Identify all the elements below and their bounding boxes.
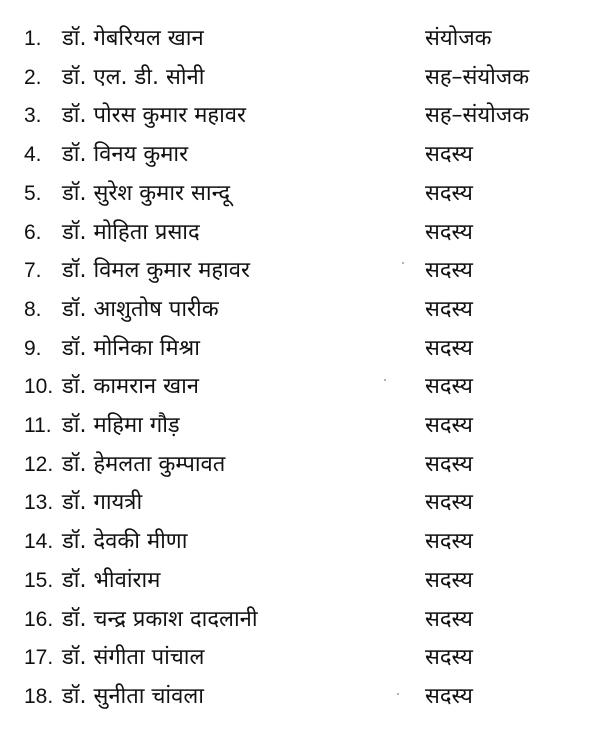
member-role: सदस्य xyxy=(425,451,473,477)
member-role: सदस्य xyxy=(425,296,473,322)
member-number: 8. xyxy=(24,297,42,321)
list-item xyxy=(0,330,598,368)
member-number: 9. xyxy=(24,336,42,360)
scan-speck xyxy=(384,379,386,381)
list-item xyxy=(0,678,598,716)
member-name: डॉ. सुनीता चांवला xyxy=(62,683,204,709)
member-number: 14. xyxy=(24,530,54,554)
list-item xyxy=(0,252,598,290)
member-number: 1. xyxy=(24,27,42,50)
list-item xyxy=(0,175,598,213)
list-item xyxy=(0,601,598,639)
member-number: 4. xyxy=(24,143,42,167)
member-number: 5. xyxy=(24,181,42,205)
member-number: 17. xyxy=(24,646,54,670)
member-number: 3. xyxy=(24,104,42,128)
member-role: संयोजक xyxy=(425,26,492,51)
list-item xyxy=(0,136,598,174)
member-number: 15. xyxy=(24,568,54,592)
member-name: डॉ. पोरस कुमार महावर xyxy=(62,103,247,129)
member-name: डॉ. भीवांराम xyxy=(62,567,161,593)
list-item xyxy=(0,97,598,135)
member-role: सदस्य xyxy=(425,374,473,400)
list-item xyxy=(0,291,598,329)
member-name: डॉ. आशुतोष पारीक xyxy=(62,296,219,322)
member-role: सह–संयोजक xyxy=(425,103,530,129)
member-number: 6. xyxy=(24,220,42,244)
scan-speck xyxy=(397,693,399,695)
member-role: सदस्य xyxy=(425,180,473,206)
member-name: डॉ. चन्द्र प्रकाश दादलानी xyxy=(62,606,258,632)
member-number: 7. xyxy=(24,259,42,283)
member-name: डॉ. कामरान खान xyxy=(62,374,200,400)
scan-speck xyxy=(402,262,404,264)
member-role: सदस्य xyxy=(425,335,473,361)
list-item xyxy=(0,59,598,97)
member-name: डॉ. सुरेश कुमार सान्दू xyxy=(62,180,231,206)
member-role: सह–संयोजक xyxy=(425,64,530,90)
member-number: 12. xyxy=(24,452,54,476)
member-role: सदस्य xyxy=(425,529,473,555)
member-number: 18. xyxy=(24,684,54,708)
member-number: 11. xyxy=(24,414,52,437)
list-item xyxy=(0,484,598,522)
member-role: सदस्य xyxy=(425,567,473,593)
member-name: डॉ. महिमा गौड़ xyxy=(62,413,180,438)
member-role: सदस्य xyxy=(425,142,473,168)
member-name: डॉ. गेबरियल खान xyxy=(62,26,204,51)
list-item xyxy=(0,446,598,484)
member-name: डॉ. विमल कुमार महावर xyxy=(62,258,250,284)
member-name: डॉ. मोनिका मिश्रा xyxy=(62,335,200,361)
member-name: डॉ. हेमलता कुम्पावत xyxy=(62,451,226,477)
member-role: सदस्य xyxy=(425,413,473,438)
member-name: डॉ. गायत्री xyxy=(62,490,143,516)
member-number: 2. xyxy=(24,65,42,89)
member-name: डॉ. संगीता पांचाल xyxy=(62,645,205,671)
member-number: 16. xyxy=(24,607,54,631)
list-item xyxy=(0,523,598,561)
member-name: डॉ. एल. डी. सोनी xyxy=(62,64,205,90)
list-item xyxy=(0,639,598,677)
member-name: डॉ. देवकी मीणा xyxy=(62,529,188,555)
member-name: डॉ. मोहिता प्रसाद xyxy=(62,219,200,245)
member-role: सदस्य xyxy=(425,683,473,709)
list-item xyxy=(0,407,598,445)
list-item xyxy=(0,368,598,406)
list-item xyxy=(0,562,598,600)
member-role: सदस्य xyxy=(425,490,473,516)
member-number: 10. xyxy=(24,375,54,399)
member-name: डॉ. विनय कुमार xyxy=(62,142,189,168)
member-role: सदस्य xyxy=(425,258,473,284)
list-item xyxy=(0,20,598,58)
list-item xyxy=(0,214,598,252)
member-role: सदस्य xyxy=(425,606,473,632)
member-role: सदस्य xyxy=(425,219,473,245)
member-number: 13. xyxy=(24,491,54,515)
member-role: सदस्य xyxy=(425,645,473,671)
